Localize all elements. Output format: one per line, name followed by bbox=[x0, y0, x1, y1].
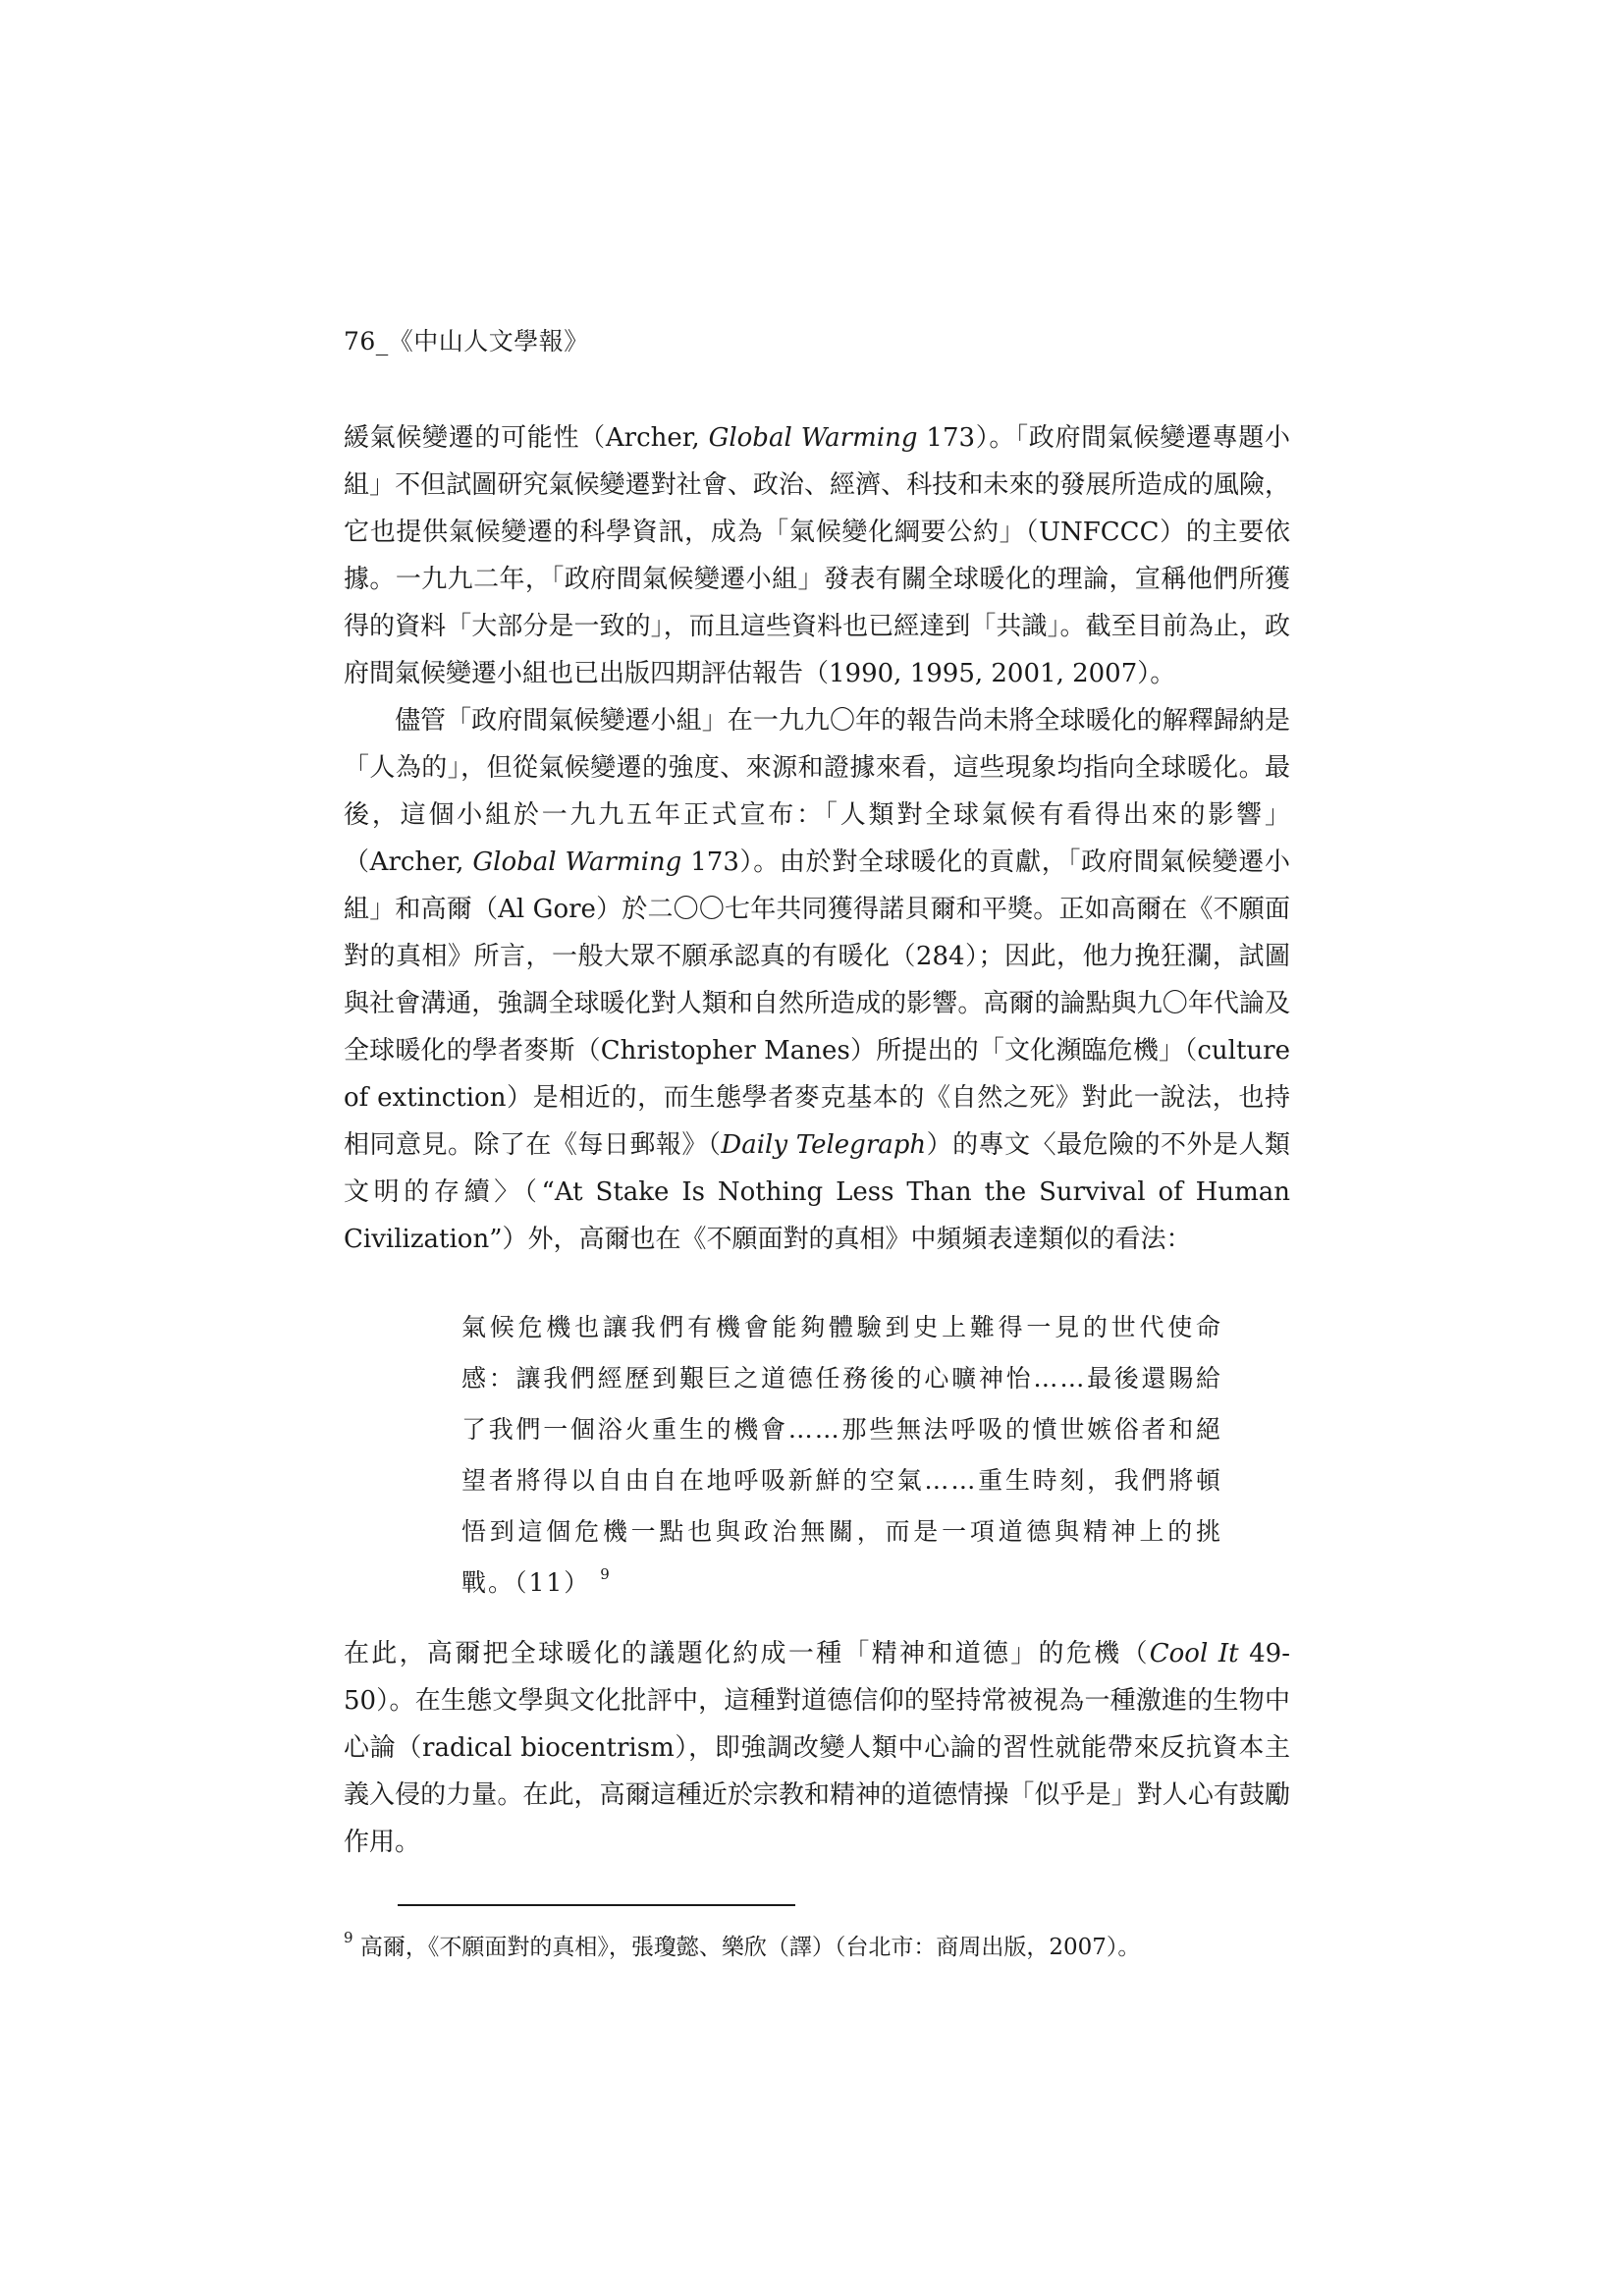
paragraph-3 bbox=[344, 1630, 1290, 1866]
paragraph-3-text-a: 在此，高爾把全球暖化的議題化約成一種「精神和道德」的危機（ bbox=[344, 1639, 1150, 1668]
block-quote bbox=[461, 1302, 1222, 1609]
running-head: 76_《中山人文學報》 bbox=[344, 327, 589, 355]
footnote-divider bbox=[398, 1904, 795, 1906]
footnote-reference[interactable]: 9 bbox=[600, 1565, 612, 1583]
newspaper-title-daily-telegraph: Daily Telegraph bbox=[721, 1130, 927, 1160]
book-title-global-warming: Global Warming bbox=[472, 847, 682, 877]
paragraph-2-text-b: 173）。由於對全球暖化的貢獻，「政府間氣候變遷小組」和高爾（Al Gore）於二〇〇七年共同獲得諾貝爾和平獎。正如高爾在《不願面對的真相》所言，一般大眾不願承認真的有暖化（284）；因此，他力挽狂瀾，試圖與社會溝通，強調全球暖化對人類和自然所造成的影響。高爾的論點與九〇年代論及全球暖化的學者麥斯（Christopher Manes）所提出的「文化瀕臨危機」（culture of extinction）是相近的，而生態學者麥克基本的《自然之死》對此一說法，也持相同意見。除了在《每日郵報》（ bbox=[344, 847, 1290, 1160]
paragraph-2 bbox=[344, 697, 1290, 1263]
paragraph-1-text-b: 173）。「政府間氣候變遷專題小組」不但試圖研究氣候變遷對社會、政治、經濟、科技和未來的發展所造成的風險，它也提供氣候變遷的科學資訊，成為「氣候變化綱要公約」（UNFCCC）的主要依據。一九九二年，「政府間氣候變遷小組」發表有關全球暖化的理論，宣稱他們所獲得的資料「大部分是一致的」，而且這些資料也已經達到「共識」。截至目前為止，政府間氣候變遷小組也已出版四期評估報告（1990, 1995, 2001, 2007）。 bbox=[344, 423, 1290, 688]
footnote bbox=[344, 1931, 1286, 1964]
paragraph-3-text-b: 49-50）。在生態文學與文化批評中，這種對道德信仰的堅持常被視為一種激進的生物中心論（radical biocentrism），即強調改變人類中心論的習性就能帶來反抗資本主義入侵的力量。在此，高爾這種近於宗教和精神的道德情操「似乎是」對人心有鼓勵作用。 bbox=[344, 1639, 1290, 1857]
footnote-number: 9 bbox=[344, 1929, 353, 1946]
book-title-global-warming: Global Warming bbox=[708, 423, 918, 453]
paragraph-1 bbox=[344, 414, 1290, 697]
paragraph-2-text-a: 儘管「政府間氣候變遷小組」在一九九〇年的報告尚未將全球暖化的解釋歸納是「人為的」，但從氣候變遷的強度、來源和證據來看，這些現象均指向全球暖化。最後，這個小組於一九九五年正式宣布：「人類對全球氣候有看得出來的影響」（Archer, bbox=[344, 706, 1290, 877]
book-title-cool-it: Cool It bbox=[1149, 1639, 1239, 1668]
paragraph-1-text-a: 緩氣候變遷的可能性（Archer, bbox=[344, 423, 709, 453]
footnote-text: 高爾，《不願面對的真相》，張瓊懿、樂欣（譯）（台北市：商周出版，2007）。 bbox=[352, 1935, 1141, 1960]
paragraph-2-text-c: ）的專文〈最危險的不外是人類文明的存續〉（“At Stake Is Nothing Less Than the Survival of Human Civilization”）外，高爾也在《不願面對的真相》中頻頻表達類似的看法： bbox=[344, 1130, 1290, 1254]
block-quote-text: 氣候危機也讓我們有機會能夠體驗到史上難得一見的世代使命感：讓我們經歷到艱巨之道德任務後的心曠神怡……最後還賜給了我們一個浴火重生的機會……那些無法呼吸的憤世嫉俗者和絕望者將得以自由自在地呼吸新鮮的空氣……重生時刻，我們將頓悟到這個危機一點也與政治無關，而是一項道德與精神上的挑戰。（11） bbox=[461, 1313, 1222, 1597]
